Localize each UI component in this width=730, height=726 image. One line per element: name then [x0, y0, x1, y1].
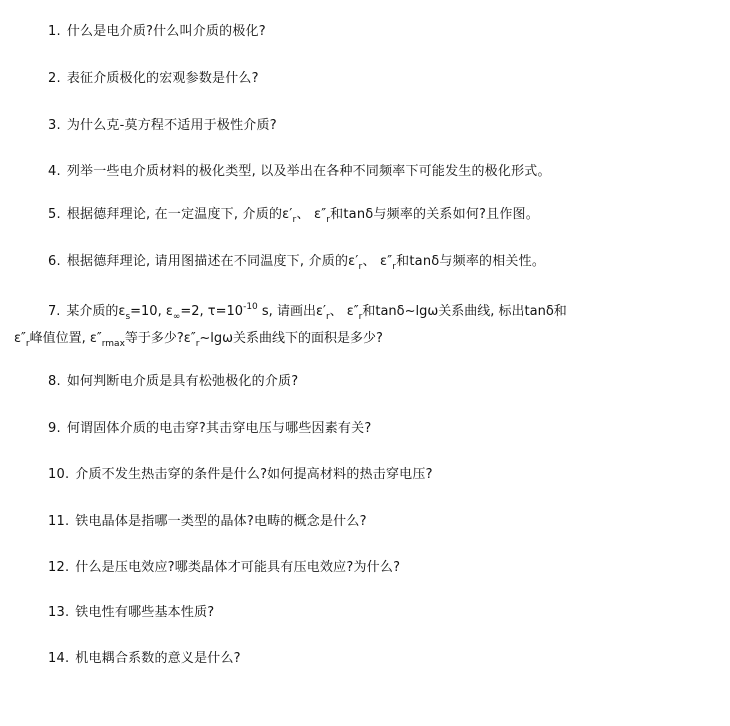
question-text: 何谓固体介质的电击穿?其击穿电压与哪些因素有关? [66, 421, 372, 436]
question-text-part: 等于多少?ε″ [124, 331, 196, 346]
question-4 [48, 163, 551, 181]
subscript: r [325, 312, 330, 322]
question-number: 3. [48, 118, 61, 133]
question-text: 机电耦合系数的意义是什么? [75, 651, 241, 666]
question-6 [48, 253, 545, 276]
question-text: 介质不发生热击穿的条件是什么?如何提高材料的热击穿电压? [75, 467, 433, 482]
subscript: r [358, 262, 363, 272]
subscript: r [292, 215, 297, 225]
subscript: r [195, 339, 200, 349]
question-13 [48, 604, 214, 622]
question-2 [48, 70, 259, 88]
question-text-part: ε″ [14, 331, 26, 346]
question-text: 表征介质极化的宏观参数是什么? [66, 71, 259, 86]
question-text-part: 、 ε″ [362, 254, 393, 269]
question-text-part: 和tanδ~lgω关系曲线, 标出tanδ和 [362, 304, 567, 319]
question-14 [48, 650, 241, 668]
question-7 [14, 296, 714, 355]
question-text-part: ~lgω关系曲线下的面积是多少? [199, 331, 383, 346]
question-number: 13. [48, 605, 70, 620]
question-11 [48, 513, 367, 531]
question-number: 2. [48, 71, 61, 86]
question-text: 什么是压电效应?哪类晶体才可能具有压电效应?为什么? [75, 560, 401, 575]
question-number: 5. [48, 207, 61, 222]
question-text-part: 根据德拜理论, 请用图描述在不同温度下, 介质的ε′ [66, 254, 359, 269]
subscript: rmax [101, 339, 125, 349]
question-text: 什么是电介质?什么叫介质的极化? [66, 24, 266, 39]
subscript: r [358, 312, 363, 322]
question-7-line-2 [14, 328, 714, 355]
question-text-part: 峰值位置, ε″ [29, 331, 102, 346]
question-text-part: s, 请画出ε′ [257, 304, 326, 319]
subscript: r [25, 339, 30, 349]
question-text-part: 某介质的ε [66, 304, 126, 319]
question-7-line-1 [14, 296, 714, 328]
question-text-part: 、 ε″ [329, 304, 359, 319]
question-number: 12. [48, 560, 70, 575]
question-text: 列举一些电介质材料的极化类型, 以及举出在各种不同频率下可能发生的极化形式。 [66, 164, 551, 179]
question-number: 6. [48, 254, 61, 269]
superscript: -10 [243, 302, 258, 312]
question-text: 为什么克-莫方程不适用于极性介质? [66, 118, 277, 133]
question-text: 铁电性有哪些基本性质? [75, 605, 215, 620]
question-text-part: 、 ε″ [296, 207, 327, 222]
question-number: 8. [48, 374, 61, 389]
question-number: 4. [48, 164, 61, 179]
question-12 [48, 559, 400, 577]
question-text-part: =10, ε [130, 304, 173, 319]
question-9 [48, 420, 371, 438]
question-text-part: 和tanδ与频率的相关性。 [396, 254, 546, 269]
question-number: 7. [48, 304, 61, 319]
question-text-part: 和tanδ与频率的关系如何?且作图。 [330, 207, 539, 222]
question-text-part: 根据德拜理论, 在一定温度下, 介质的ε′ [66, 207, 293, 222]
question-number: 14. [48, 651, 70, 666]
subscript: r [326, 215, 331, 225]
subscript: ∞ [172, 312, 181, 322]
question-number: 1. [48, 24, 61, 39]
question-number: 10. [48, 467, 70, 482]
question-text: 如何判断电介质是具有松弛极化的介质? [66, 374, 299, 389]
question-text: 铁电晶体是指哪一类型的晶体?电畴的概念是什么? [75, 514, 367, 529]
question-1 [48, 23, 266, 41]
question-5 [48, 206, 539, 229]
subscript: s [125, 312, 131, 322]
question-number: 11. [48, 514, 70, 529]
subscript: r [392, 262, 397, 272]
question-8 [48, 373, 298, 391]
question-text-part: =2, τ=10 [180, 304, 244, 319]
question-3 [48, 117, 277, 135]
question-number: 9. [48, 421, 61, 436]
question-10 [48, 466, 433, 484]
